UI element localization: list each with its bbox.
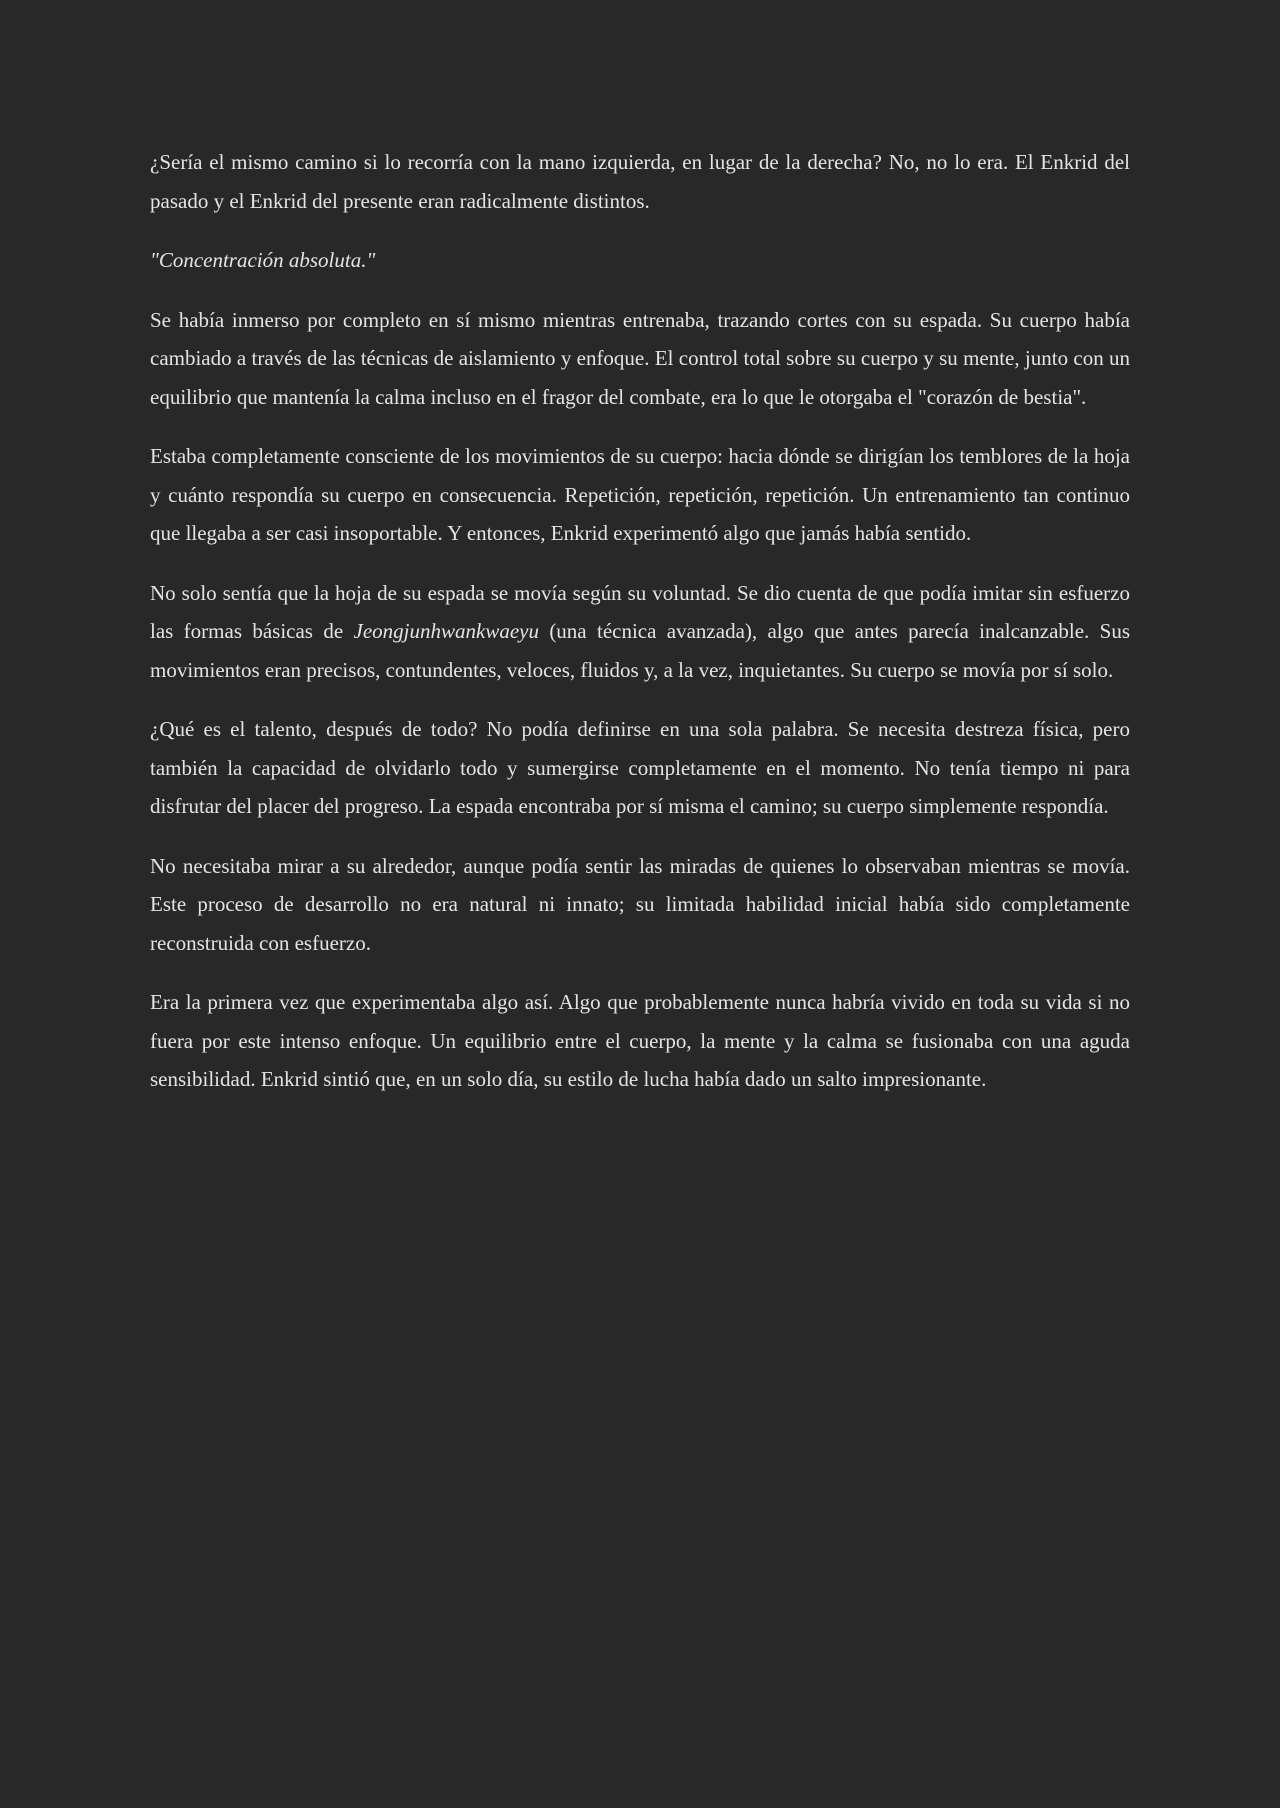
text-segment: No solo sentía que la hoja de su espada se movía según su voluntad. Se dio cuenta de que podía imitar sin esfuerzo las formas básicas de bbox=[150, 580, 1130, 643]
text-segment: Era la primera vez que experimentaba algo así. Algo que probablemente nunca habría vivido en toda su vida si no fuera por este intenso enfoque. Un equilibrio entre el cuerpo, la mente y la calma se fusionaba con una aguda sensibilidad. Enkrid sintió que, en un solo día, su estilo de lucha había dado un salto impresionante. bbox=[150, 990, 1130, 1091]
reader-page bbox=[150, 0, 1130, 1099]
text-segment: Estaba completamente consciente de los movimientos de su cuerpo: hacia dónde se dirigían los temblores de la hoja y cuánto respondía su cuerpo en consecuencia. Repetición, repetición, repetición. Un entrenamiento tan continuo que llegaba a ser casi insoportable. Y entonces, Enkrid experimentó algo que jamás había sentido. bbox=[150, 444, 1130, 545]
paragraph bbox=[150, 241, 1130, 280]
paragraph bbox=[150, 437, 1130, 553]
paragraph bbox=[150, 847, 1130, 963]
text-segment: Se había inmerso por completo en sí mismo mientras entrenaba, trazando cortes con su espada. Su cuerpo había cambiado a través de las técnicas de aislamiento y enfoque. El control total sobre su cuerpo y su mente, junto con un equilibrio que mantenía la calma incluso en el fragor del combate, era lo que le otorgaba el "corazón de bestia". bbox=[150, 307, 1130, 409]
italic-text-segment: Jeongjunhwankwaeyu bbox=[353, 619, 539, 643]
italic-text-segment: "Concentración absoluta." bbox=[150, 248, 376, 272]
paragraph bbox=[150, 983, 1130, 1099]
chapter-text-container bbox=[150, 143, 1130, 1099]
text-segment: No necesitaba mirar a su alrededor, aunque podía sentir las miradas de quienes lo observaban mientras se movía. Este proceso de desarrollo no era natural ni innato; su limitada habilidad inicial había sido completamente reconstruida con esfuerzo. bbox=[150, 853, 1130, 955]
text-segment: (una técnica avanzada), algo que antes parecía inalcanzable. Sus movimientos eran precisos, contundentes, veloces, fluidos y, a la vez, inquietantes. Su cuerpo se movía por sí solo. bbox=[150, 619, 1130, 682]
paragraph bbox=[150, 574, 1130, 690]
text-segment: ¿Sería el mismo camino si lo recorría con la mano izquierda, en lugar de la derecha? No, no lo era. El Enkrid del pasado y el Enkrid del presente eran radicalmente distintos. bbox=[150, 150, 1130, 213]
text-segment: ¿Qué es el talento, después de todo? No podía definirse en una sola palabra. Se necesita destreza física, pero también la capacidad de olvidarlo todo y sumergirse completamente en el momento. No tenía tiempo ni para disfrutar del placer del progreso. La espada encontraba por sí misma el camino; su cuerpo simplemente respondía. bbox=[150, 717, 1130, 818]
paragraph bbox=[150, 710, 1130, 826]
paragraph bbox=[150, 143, 1130, 220]
paragraph bbox=[150, 301, 1130, 417]
